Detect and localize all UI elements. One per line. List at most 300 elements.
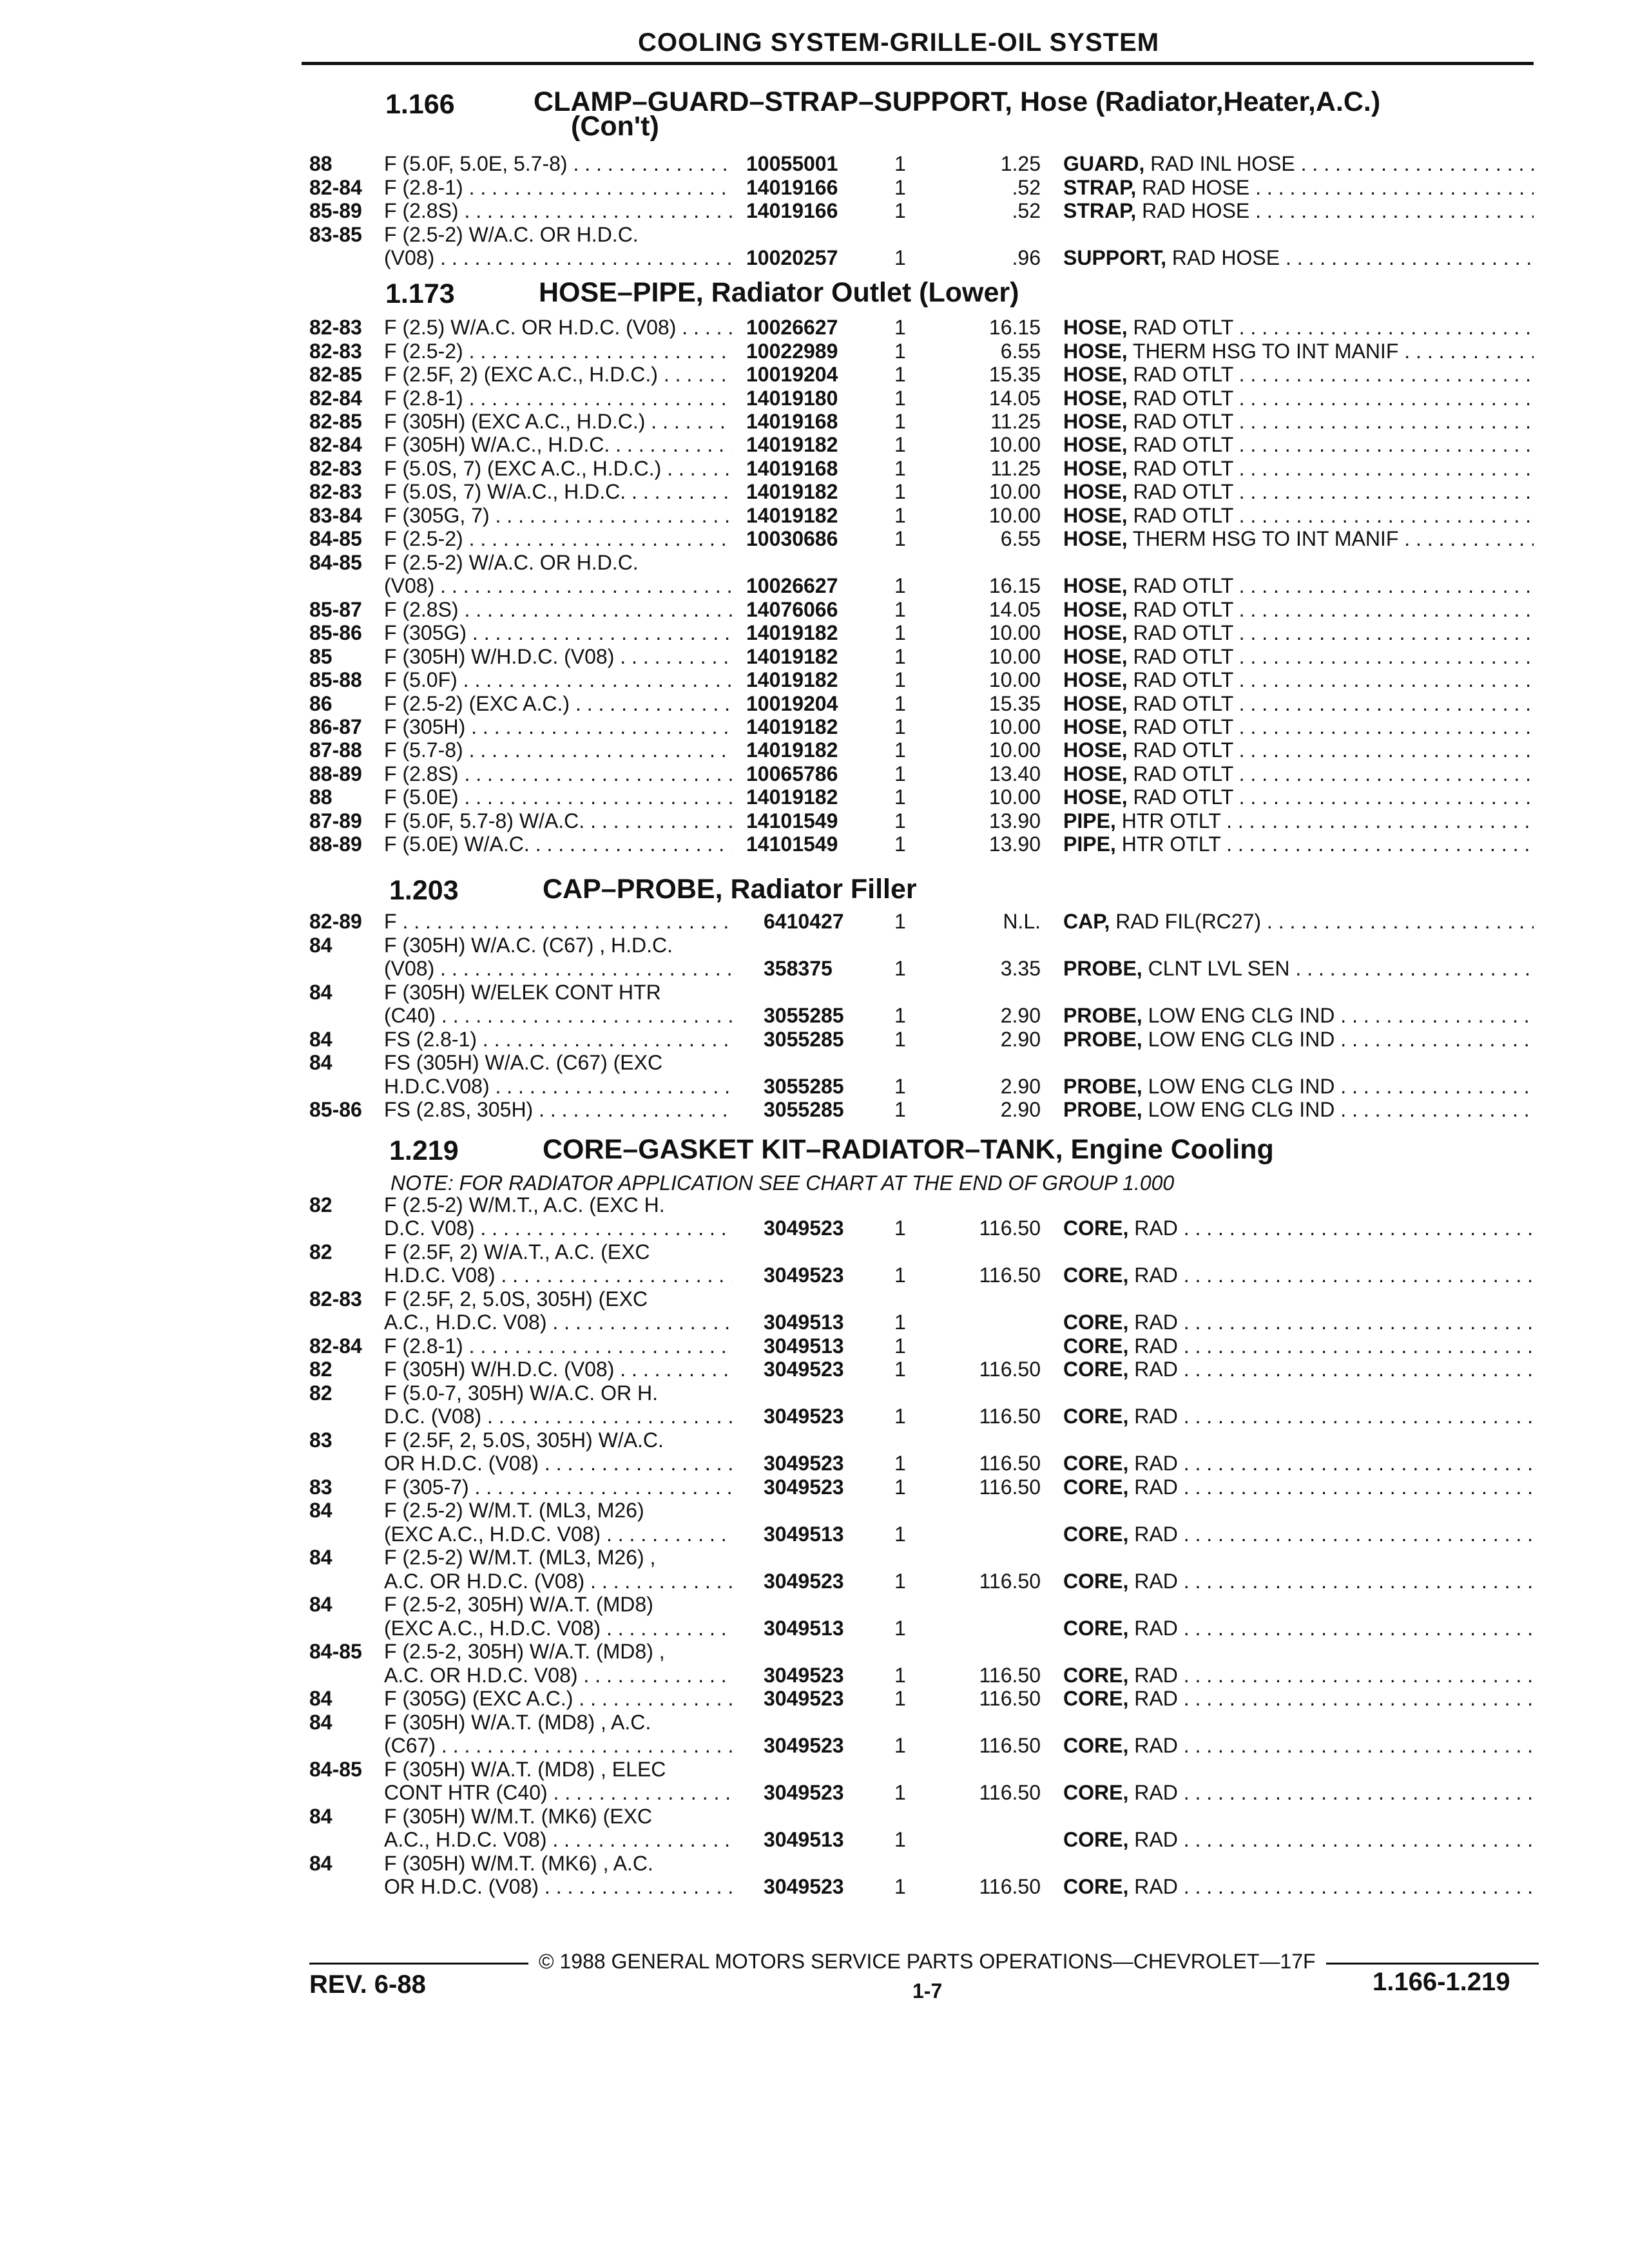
part-name: [1063, 1216, 1534, 1240]
section-number: 1.166: [385, 89, 455, 120]
part-name: [1063, 1075, 1534, 1099]
part-name-detail: RAD OTLT: [1127, 645, 1233, 668]
application-description: F (2.5-2, 305H) W/A.T. (MD8): [384, 1593, 653, 1616]
model-years: 82: [309, 1381, 333, 1405]
quantity: 1: [894, 1075, 906, 1098]
part-name-bold: CORE,: [1063, 1475, 1129, 1499]
quantity: 1: [894, 199, 906, 222]
part-name-bold: HOSE,: [1063, 762, 1128, 785]
application-description: F (305H) W/M.T. (MK6) (EXC: [384, 1805, 653, 1828]
quantity: 1: [894, 1523, 906, 1546]
price: 116.50: [979, 1405, 1041, 1428]
part-name-detail: RAD HOSE: [1136, 176, 1250, 199]
part-name: [1063, 246, 1534, 270]
part-number: 14019182: [746, 645, 838, 668]
part-name-bold: HOSE,: [1063, 457, 1128, 480]
part-name: [1063, 1734, 1534, 1758]
model-years: 82-84: [309, 1334, 362, 1358]
price: 6.55: [1000, 340, 1041, 363]
part-name: [1063, 410, 1534, 434]
model-years: 84-85: [309, 527, 362, 550]
part-name: [1063, 504, 1534, 528]
application-description: F (2.8S) . . .: [384, 762, 732, 786]
part-name: [1063, 574, 1534, 598]
part-name-bold: CORE,: [1063, 1687, 1129, 1710]
part-name-detail: RAD OTLT: [1127, 785, 1233, 809]
part-name: [1063, 1452, 1534, 1475]
part-name-bold: PROBE,: [1063, 1004, 1142, 1027]
model-years: 82-83: [309, 457, 362, 480]
part-name: [1063, 457, 1534, 481]
application-description: D.C. V08) . . .: [384, 1216, 732, 1240]
quantity: 1: [894, 762, 906, 785]
model-years: 82-84: [309, 176, 362, 199]
model-years: 86-87: [309, 715, 362, 738]
part-name: [1063, 1617, 1534, 1640]
part-name: [1063, 1664, 1534, 1687]
part-name-bold: CORE,: [1063, 1334, 1129, 1358]
part-number: 14076066: [746, 598, 838, 621]
part-name-bold: CORE,: [1063, 1617, 1129, 1640]
model-years: 82-83: [309, 1287, 362, 1311]
price: 11.25: [990, 457, 1041, 480]
part-name-detail: RAD: [1128, 1875, 1178, 1898]
part-name: [1063, 1523, 1534, 1546]
part-name-bold: CORE,: [1063, 1664, 1129, 1687]
part-number: 3049523: [764, 1734, 844, 1757]
part-name-detail: RAD: [1128, 1664, 1178, 1687]
part-name: [1063, 433, 1534, 457]
part-name-detail: RAD OTLT: [1127, 504, 1233, 527]
part-number: 3049513: [764, 1617, 844, 1640]
model-years: 84: [309, 1593, 333, 1616]
price: 10.00: [988, 645, 1041, 668]
model-years: 84: [309, 1499, 333, 1522]
model-years: 88: [309, 152, 333, 175]
part-name-detail: RAD: [1128, 1781, 1178, 1804]
model-years: 83-85: [309, 223, 362, 246]
application-description: FS (305H) W/A.C. (C67) (EXC: [384, 1051, 663, 1074]
part-number: 10019204: [746, 363, 838, 386]
section-note: NOTE: FOR RADIATOR APPLICATION SEE CHART AT THE END OF GROUP 1.000: [390, 1171, 1175, 1195]
application-description: F (2.5-2) W/A.C. OR H.D.C.: [384, 551, 639, 574]
part-number: 14019182: [746, 668, 838, 691]
application-description: (V08) . . .: [384, 574, 732, 598]
application-description: F (5.0F) . . .: [384, 668, 732, 692]
price: 16.15: [988, 574, 1041, 597]
application-description: F (305H) W/A.T. (MD8) , ELEC: [384, 1758, 666, 1781]
application-description: F (305H) W/A.C., H.D.C. . . .: [384, 433, 732, 457]
part-number: 3049523: [764, 1687, 844, 1710]
part-number: 10065786: [746, 762, 838, 785]
part-number: 3049523: [764, 1264, 844, 1287]
model-years: 82: [309, 1240, 333, 1264]
price: 15.35: [988, 363, 1041, 386]
price: .52: [1012, 199, 1041, 222]
model-years: 82: [309, 1358, 333, 1381]
part-name: [1063, 1264, 1534, 1287]
section-title: CORE–GASKET KIT–RADIATOR–TANK, Engine Cooling: [543, 1134, 1274, 1165]
application-description: D.C. (V08) . . .: [384, 1405, 732, 1428]
quantity: 1: [894, 1264, 906, 1287]
model-years: 88: [309, 785, 333, 809]
quantity: 1: [894, 1570, 906, 1593]
model-years: 84: [309, 1852, 333, 1875]
part-name-detail: THERM HSG TO INT MANIF: [1127, 340, 1399, 363]
part-name-detail: THERM HSG TO INT MANIF: [1127, 527, 1399, 550]
part-number: 14019166: [746, 199, 838, 222]
part-name: [1063, 316, 1534, 340]
part-name-bold: PROBE,: [1063, 1075, 1142, 1098]
part-name: [1063, 1781, 1534, 1805]
part-name-bold: HOSE,: [1063, 574, 1128, 597]
model-years: 82-84: [309, 433, 362, 456]
quantity: 1: [894, 598, 906, 621]
price: 13.90: [988, 832, 1041, 856]
part-name-bold: PROBE,: [1063, 957, 1142, 980]
price: 2.90: [1000, 1004, 1041, 1027]
quantity: 1: [894, 527, 906, 550]
model-years: 84: [309, 1051, 333, 1074]
part-name: [1063, 692, 1534, 716]
part-name-bold: HOSE,: [1063, 527, 1128, 550]
part-number: 10026627: [746, 574, 838, 597]
application-description: F (5.0S, 7) (EXC A.C., H.D.C.) . . .: [384, 457, 732, 481]
part-name-detail: RAD: [1128, 1311, 1178, 1334]
part-name-bold: STRAP,: [1063, 176, 1137, 199]
part-number: 10019204: [746, 692, 838, 715]
part-name-bold: HOSE,: [1063, 645, 1128, 668]
model-years: 85-86: [309, 1098, 362, 1121]
section-subtitle: (Con't): [571, 111, 659, 142]
application-description: F (2.5F, 2, 5.0S, 305H) (EXC: [384, 1287, 648, 1311]
quantity: 1: [894, 1687, 906, 1710]
application-description: F (5.0F, 5.0E, 5.7-8) . . .: [384, 152, 732, 176]
quantity: 1: [894, 645, 906, 668]
price: 10.00: [988, 715, 1041, 738]
part-name: [1063, 1028, 1534, 1052]
model-years: 85-89: [309, 199, 362, 222]
price: 116.50: [979, 1452, 1041, 1475]
price: 10.00: [988, 738, 1041, 762]
part-name-detail: RAD OTLT: [1127, 668, 1233, 691]
part-number: 3049523: [764, 1875, 844, 1898]
part-name-detail: LOW ENG CLG IND: [1142, 1004, 1335, 1027]
part-name: [1063, 832, 1534, 856]
application-description: (EXC A.C., H.D.C. V08) . . .: [384, 1617, 732, 1640]
application-description: F (2.5-2) W/M.T., A.C. (EXC H.: [384, 1193, 665, 1216]
model-years: 84: [309, 1711, 333, 1734]
model-years: 82-83: [309, 480, 362, 503]
quantity: 1: [894, 457, 906, 480]
part-number: 3055285: [764, 1004, 844, 1027]
application-description: F (2.5) W/A.C. OR H.D.C. (V08) . . .: [384, 316, 732, 340]
part-name-bold: CORE,: [1063, 1734, 1129, 1757]
part-name: [1063, 1004, 1534, 1028]
part-number: 14019182: [746, 715, 838, 738]
part-name: [1063, 199, 1534, 223]
part-number: 3049523: [764, 1664, 844, 1687]
price: 116.50: [979, 1358, 1041, 1381]
application-description: A.C. OR H.D.C. (V08) . . .: [384, 1570, 732, 1593]
application-description: OR H.D.C. (V08) . . .: [384, 1875, 732, 1899]
price: 6.55: [1000, 527, 1041, 550]
part-number: 14019166: [746, 176, 838, 199]
part-name-detail: RAD OTLT: [1127, 410, 1233, 433]
part-name-detail: RAD: [1128, 1405, 1178, 1428]
quantity: 1: [894, 715, 906, 738]
application-description: F (305H) W/H.D.C. (V08) . . .: [384, 645, 732, 669]
quantity: 1: [894, 1781, 906, 1804]
application-description: CONT HTR (C40) . . .: [384, 1781, 732, 1805]
price: 116.50: [979, 1734, 1041, 1757]
part-number: 14019168: [746, 457, 838, 480]
price: 10.00: [988, 621, 1041, 644]
part-number: 14019182: [746, 480, 838, 503]
part-name-detail: RAD OTLT: [1127, 363, 1233, 386]
price: 116.50: [979, 1475, 1041, 1499]
model-years: 82-89: [309, 910, 362, 933]
part-number: 14101549: [746, 809, 838, 832]
part-name-bold: PIPE,: [1063, 809, 1116, 832]
part-name-bold: CORE,: [1063, 1828, 1129, 1851]
price: 116.50: [979, 1216, 1041, 1240]
price: 15.35: [988, 692, 1041, 715]
model-years: 83: [309, 1475, 333, 1499]
application-description: F . . .: [384, 910, 732, 934]
part-name: [1063, 387, 1534, 410]
part-name: [1063, 152, 1534, 176]
model-years: 85-88: [309, 668, 362, 691]
part-number: 14019168: [746, 410, 838, 433]
application-description: H.D.C.V08) . . .: [384, 1075, 732, 1099]
application-description: F (2.8-1) . . .: [384, 1334, 732, 1358]
part-name-bold: CORE,: [1063, 1405, 1129, 1428]
price: 2.90: [1000, 1028, 1041, 1051]
application-description: F (305G) (EXC A.C.) . . .: [384, 1687, 732, 1711]
footer-rule-right: [1326, 1963, 1539, 1965]
model-years: 84: [309, 1805, 333, 1828]
part-name-bold: CORE,: [1063, 1311, 1129, 1334]
footer-page-number: 1-7: [912, 1979, 943, 2003]
part-name-detail: RAD: [1128, 1475, 1178, 1499]
part-number: 14019182: [746, 504, 838, 527]
application-description: F (305H) W/M.T. (MK6) , A.C.: [384, 1852, 653, 1875]
part-number: 3049523: [764, 1452, 844, 1475]
application-description: F (305G) . . .: [384, 621, 732, 645]
part-name-bold: HOSE,: [1063, 363, 1128, 386]
part-name-detail: RAD: [1128, 1334, 1178, 1358]
quantity: 1: [894, 1098, 906, 1121]
part-name-bold: CORE,: [1063, 1781, 1129, 1804]
part-number: 10026627: [746, 316, 838, 339]
part-number: 3049513: [764, 1311, 844, 1334]
price: 116.50: [979, 1687, 1041, 1710]
quantity: 1: [894, 1475, 906, 1499]
part-name-bold: CORE,: [1063, 1216, 1129, 1240]
quantity: 1: [894, 152, 906, 175]
part-name: [1063, 621, 1534, 645]
application-description: F (2.8S) . . .: [384, 199, 732, 223]
part-name-detail: RAD: [1128, 1687, 1178, 1710]
part-number: 3049523: [764, 1358, 844, 1381]
price: 10.00: [988, 785, 1041, 809]
part-name: [1063, 176, 1534, 200]
part-number: 3049523: [764, 1475, 844, 1499]
part-number: 358375: [764, 957, 833, 980]
price: 10.00: [988, 480, 1041, 503]
part-name-bold: CORE,: [1063, 1570, 1129, 1593]
part-name-bold: HOSE,: [1063, 340, 1128, 363]
part-name: [1063, 363, 1534, 387]
part-name-detail: RAD: [1128, 1523, 1178, 1546]
model-years: 82: [309, 1193, 333, 1216]
part-number: 10055001: [746, 152, 838, 175]
part-name-bold: HOSE,: [1063, 715, 1128, 738]
part-name: [1063, 1475, 1534, 1499]
part-name-bold: PROBE,: [1063, 1028, 1142, 1051]
part-name-detail: HTR OTLT: [1115, 809, 1221, 832]
quantity: 1: [894, 176, 906, 199]
part-name-detail: HTR OTLT: [1115, 832, 1221, 856]
part-number: 3049523: [764, 1781, 844, 1804]
quantity: 1: [894, 1004, 906, 1027]
application-description: FS (2.8-1) . . .: [384, 1028, 732, 1052]
part-number: 14019180: [746, 387, 838, 410]
model-years: 84-85: [309, 1640, 362, 1663]
part-name: [1063, 527, 1534, 551]
part-name-detail: RAD OTLT: [1127, 480, 1233, 503]
part-name-detail: RAD OTLT: [1127, 457, 1233, 480]
application-description: F (305G, 7) . . .: [384, 504, 732, 528]
part-name-detail: RAD: [1128, 1617, 1178, 1640]
part-number: 3049523: [764, 1570, 844, 1593]
part-name-detail: RAD OTLT: [1127, 692, 1233, 715]
part-name-detail: LOW ENG CLG IND: [1142, 1098, 1335, 1121]
part-number: 3049513: [764, 1523, 844, 1546]
application-description: A.C., H.D.C. V08) . . .: [384, 1311, 732, 1334]
application-description: F (2.5-2) (EXC A.C.) . . .: [384, 692, 732, 716]
model-years: 84-85: [309, 551, 362, 574]
model-years: 82-84: [309, 387, 362, 410]
price: .96: [1012, 246, 1041, 269]
application-description: F (2.8-1) . . .: [384, 387, 732, 410]
quantity: 1: [894, 1875, 906, 1898]
section-number: 1.219: [389, 1135, 459, 1166]
price: 14.05: [988, 598, 1041, 621]
part-name: [1063, 480, 1534, 504]
part-name-detail: RAD: [1128, 1452, 1178, 1475]
part-name-bold: HOSE,: [1063, 387, 1128, 410]
part-number: 3049513: [764, 1828, 844, 1851]
price: 16.15: [988, 316, 1041, 339]
part-name-detail: RAD OTLT: [1127, 316, 1233, 339]
model-years: 84: [309, 1028, 333, 1051]
price: 10.00: [988, 504, 1041, 527]
quantity: 1: [894, 1216, 906, 1240]
footer-section-range: 1.166-1.219: [1373, 1968, 1510, 1996]
part-name: [1063, 957, 1534, 981]
application-description: F (2.5-2) W/M.T. (ML3, M26): [384, 1499, 644, 1522]
part-name: [1063, 1570, 1534, 1593]
part-name: [1063, 1828, 1534, 1852]
part-name: [1063, 715, 1534, 739]
model-years: 84: [309, 1546, 333, 1569]
price: 13.40: [988, 762, 1041, 785]
part-name-detail: RAD OTLT: [1127, 433, 1233, 456]
footer-revision: REV. 6-88: [309, 1970, 426, 1999]
model-years: 85-87: [309, 598, 362, 621]
part-name-detail: RAD OTLT: [1127, 762, 1233, 785]
part-name: [1063, 738, 1534, 762]
quantity: 1: [894, 1028, 906, 1051]
price: 116.50: [979, 1781, 1041, 1804]
model-years: 87-88: [309, 738, 362, 762]
price: 11.25: [990, 410, 1041, 433]
part-name-detail: RAD INL HOSE: [1144, 152, 1295, 175]
application-description: F (2.8S) . . .: [384, 598, 732, 622]
price: 10.00: [988, 668, 1041, 691]
part-name-detail: RAD OTLT: [1127, 387, 1233, 410]
part-name-bold: CORE,: [1063, 1875, 1129, 1898]
part-name: [1063, 762, 1534, 786]
part-name-bold: CORE,: [1063, 1452, 1129, 1475]
part-name-bold: SUPPORT,: [1063, 246, 1167, 269]
section-number: 1.173: [385, 278, 455, 309]
part-name-detail: LOW ENG CLG IND: [1142, 1075, 1335, 1098]
part-name-detail: RAD OTLT: [1127, 574, 1233, 597]
quantity: 1: [894, 1334, 906, 1358]
part-name-bold: HOSE,: [1063, 785, 1128, 809]
application-description: FS (2.8S, 305H) . . .: [384, 1098, 732, 1122]
part-name: [1063, 785, 1534, 809]
model-years: 88-89: [309, 832, 362, 856]
application-description: F (5.0E) W/A.C. . . .: [384, 832, 732, 856]
section-title: CAP–PROBE, Radiator Filler: [543, 874, 917, 905]
part-name-detail: RAD: [1128, 1358, 1178, 1381]
section-title: HOSE–PIPE, Radiator Outlet (Lower): [539, 277, 1019, 308]
part-name-bold: HOSE,: [1063, 692, 1128, 715]
part-name-bold: HOSE,: [1063, 316, 1128, 339]
part-name-bold: HOSE,: [1063, 433, 1128, 456]
part-name: [1063, 1405, 1534, 1428]
price: 1.25: [1000, 152, 1041, 175]
quantity: 1: [894, 340, 906, 363]
part-number: 3049523: [764, 1405, 844, 1428]
part-name: [1063, 1687, 1534, 1711]
model-years: 87-89: [309, 809, 362, 832]
model-years: 84-85: [309, 1758, 362, 1781]
quantity: 1: [894, 785, 906, 809]
part-name: [1063, 645, 1534, 669]
part-number: 3049523: [764, 1216, 844, 1240]
part-name-bold: PIPE,: [1063, 832, 1116, 856]
model-years: 84: [309, 981, 333, 1004]
part-number: 10022989: [746, 340, 838, 363]
model-years: 82-83: [309, 316, 362, 339]
part-number: 14019182: [746, 621, 838, 644]
quantity: 1: [894, 1664, 906, 1687]
application-description: F (2.5-2, 305H) W/A.T. (MD8) ,: [384, 1640, 665, 1663]
price: 13.90: [988, 809, 1041, 832]
part-number: 10030686: [746, 527, 838, 550]
model-years: 84: [309, 1687, 333, 1710]
part-name: [1063, 1875, 1534, 1899]
part-name-detail: RAD: [1128, 1828, 1178, 1851]
application-description: F (305H) W/A.C. (C67) , H.D.C.: [384, 934, 673, 957]
quantity: 1: [894, 621, 906, 644]
application-description: F (305-7) . . .: [384, 1475, 732, 1499]
